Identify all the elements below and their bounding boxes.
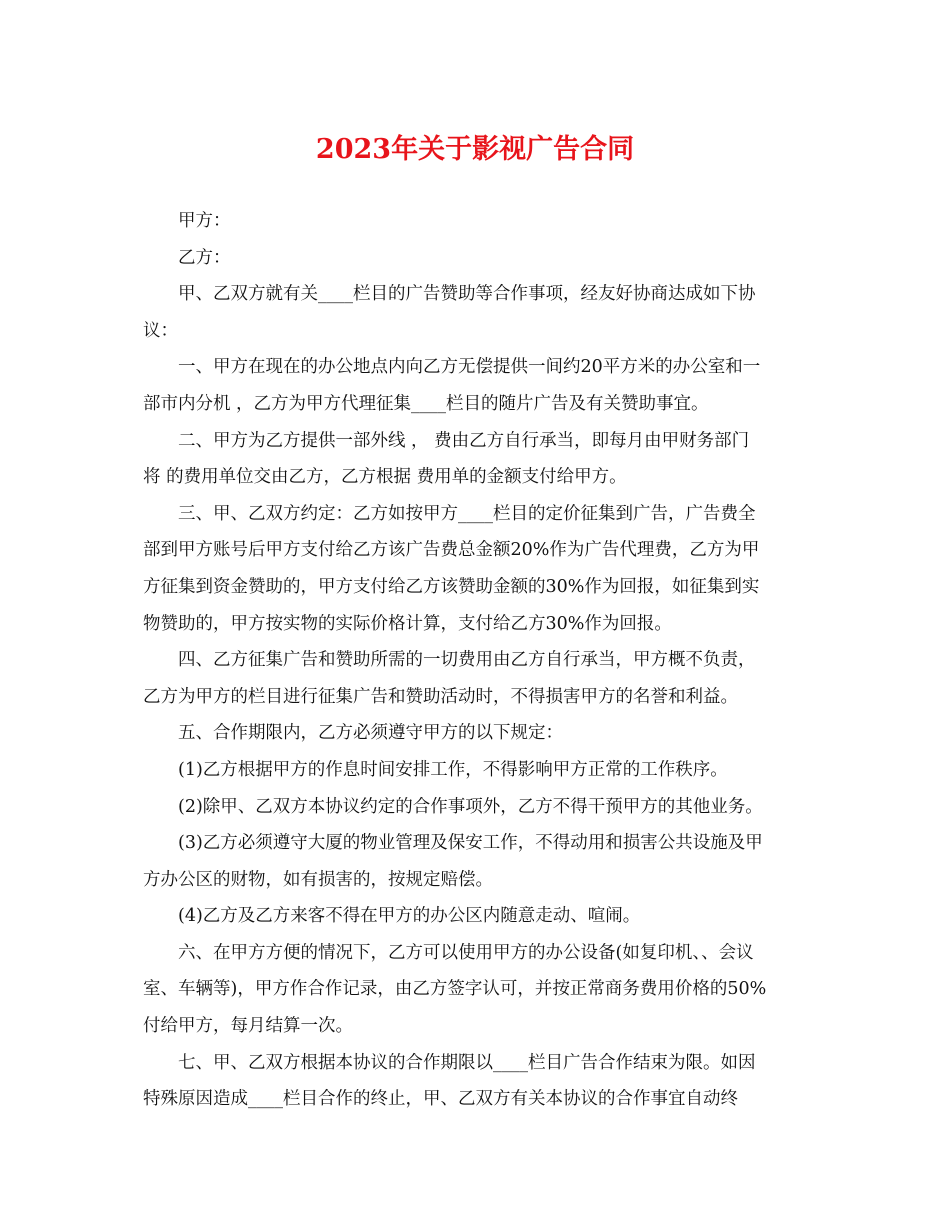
paragraph-line: 室、车辆等)，甲方作合作记录，由乙方签字认可，并按正常商务费用价格的50% [143, 979, 767, 1000]
document-paragraph [143, 825, 807, 898]
paragraph-line: 甲方： [178, 211, 231, 231]
paragraph-line: 乙方： [178, 247, 231, 268]
paragraph-line: 甲、乙双方就有关____栏目的广告赞助等合作事项，经友好协商达成如下协 [178, 284, 756, 305]
document-paragraph [143, 752, 807, 789]
document-paragraph [143, 715, 807, 752]
paragraph-line: 七、甲、乙双方根据本协议的合作期限以____栏目广告合作结束为限。如因 [178, 1052, 756, 1073]
paragraph-line: 部市内分机 ，乙方为甲方代理征集____栏目的随片广告及有关赞助事宜。 [143, 393, 709, 414]
paragraph-line: (2)除甲、乙双方本协议约定的合作事项外，乙方不得干预甲方的其他业务。 [178, 796, 763, 817]
paragraph-line: 四、乙方征集广告和赞助所需的一切费用由乙方自行承当，甲方概不负责， [178, 650, 756, 671]
paragraph-line: (3)乙方必须遵守大厦的物业管理及保安工作，不得动用和损害公共设施及甲 [178, 833, 763, 854]
document-paragraph [143, 898, 807, 935]
document-paragraph [143, 203, 807, 240]
paragraph-line: 付给甲方，每月结算一次。 [143, 1016, 353, 1037]
paragraph-line: 物赞助的，甲方按实物的实际价格计算，支付给乙方30%作为回报。 [143, 613, 672, 634]
paragraph-line: 六、在甲方方便的情况下，乙方可以使用甲方的办公设备(如复印机、、会议 [178, 942, 754, 963]
document-title: 2023年关于影视广告合同 [315, 134, 635, 165]
document-paragraph [143, 349, 807, 422]
paragraph-line: 议： [143, 320, 178, 341]
document-paragraph [143, 1045, 807, 1118]
paragraph-line: (4)乙方及乙方来客不得在甲方的办公区内随意走动、喧闹。 [178, 906, 641, 927]
paragraph-line: 一、甲方在现在的办公地点内向乙方无偿提供一间约20平方米的办公室和一 [178, 357, 761, 378]
paragraph-line: 将 的费用单位交由乙方，乙方根据 费用单的金额支付给甲方。 [143, 467, 627, 488]
paragraph-line: 三、甲、乙双方约定：乙方如按甲方____栏目的定价征集到广告，广告费全 [178, 503, 756, 524]
paragraph-line: 二、甲方为乙方提供一部外线 ， 费由乙方自行承当，即每月由甲财务部门 [178, 430, 750, 451]
document-body [143, 203, 807, 1118]
paragraph-line: 方办公区的财物，如有损害的，按规定赔偿。 [143, 869, 493, 890]
paragraph-line: 乙方为甲方的栏目进行征集广告和赞助活动时，不得损害甲方的名誉和利益。 [143, 686, 738, 707]
document-paragraph [143, 423, 807, 496]
document-paragraph [143, 276, 807, 349]
document-paragraph [143, 642, 807, 715]
paragraph-line: 特殊原因造成____栏目合作的终止，甲、乙双方有关本协议的合作事宜自动终 [143, 1089, 738, 1110]
paragraph-line: (1)乙方根据甲方的作息时间安排工作，不得影响甲方正常的工作秩序。 [178, 759, 728, 780]
document-paragraph [143, 789, 807, 826]
document-paragraph [143, 240, 807, 277]
paragraph-line: 方征集到资金赞助的，甲方支付给乙方该赞助金额的30%作为回报，如征集到实 [143, 576, 760, 597]
paragraph-line: 五、合作期限内，乙方必须遵守甲方的以下规定： [178, 723, 563, 744]
document-paragraph [143, 496, 807, 642]
paragraph-line: 部到甲方账号后甲方支付给乙方该广告费总金额20%作为广告代理费，乙方为甲 [143, 540, 760, 561]
document-paragraph [143, 935, 807, 1045]
